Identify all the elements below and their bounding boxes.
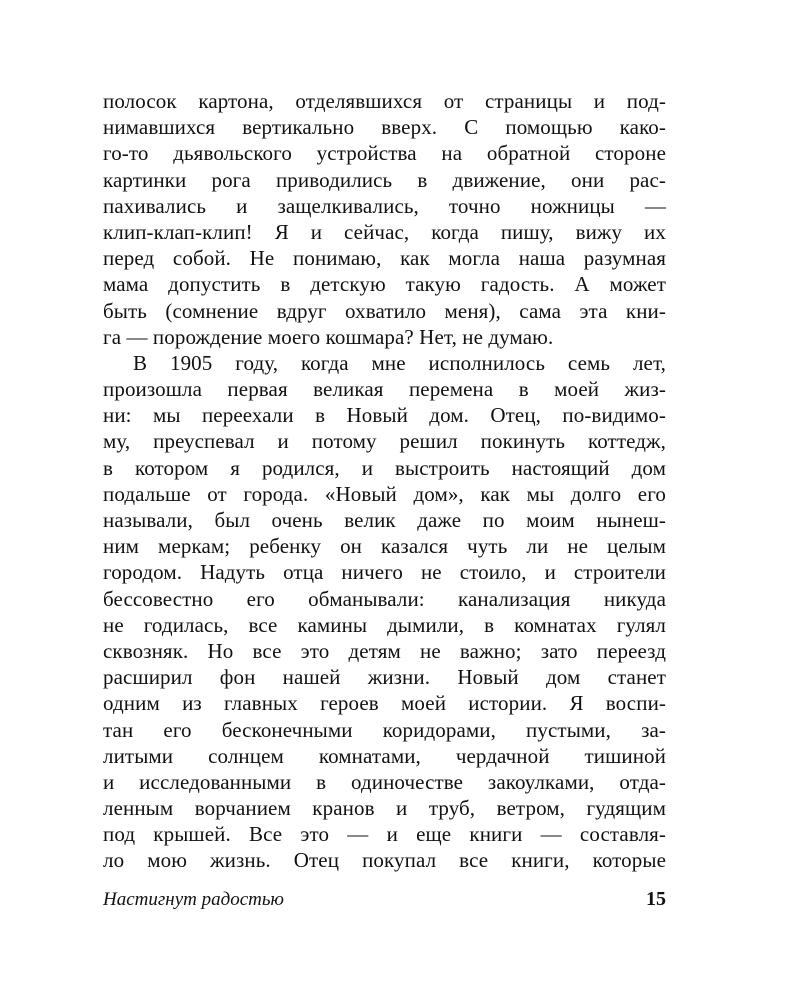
text-line: нимавшихся вертикально вверх. С помощью како- xyxy=(103,115,666,140)
text-line: городом. Надуть отца ничего не стоило, и строители xyxy=(103,560,666,585)
text-line: ленным ворчанием кранов и труб, ветром, гудящим xyxy=(103,796,666,821)
text-line: называли, был очень велик даже по моим нынеш- xyxy=(103,508,666,532)
running-footer xyxy=(103,888,666,914)
text-line: под крышей. Все это — и еще книги — составля- xyxy=(103,822,666,847)
text-line: го-то дьявольского устройства на обратной стороне xyxy=(103,141,666,166)
text-line: литыми солнцем комнатами, чердачной тишиной xyxy=(103,743,666,768)
paragraph-2 xyxy=(103,350,666,874)
text-line: картинки рога приводились в движение, они рас- xyxy=(103,167,666,192)
text-line: клип-клап-клип! Я и сейчас, когда пишу, вижу их xyxy=(103,219,666,244)
body-text xyxy=(103,88,666,874)
text-line: одним из главных героев моей истории. Я воспи- xyxy=(103,691,666,716)
page-number: 15 xyxy=(646,888,666,910)
text-line: бессовестно его обманывали: канализация никуда xyxy=(103,586,666,611)
text-line: пахивались и защелкивались, точно ножницы — xyxy=(103,193,666,218)
text-line: тан его бесконечными коридорами, пустыми, за- xyxy=(103,717,666,742)
text-line: и исследованными в одиночестве закоулками, отда- xyxy=(103,769,666,794)
text-line: быть (сомнение вдруг охватило меня), сама эта кни- xyxy=(103,298,666,323)
text-line: ло мою жизнь. Отец покупал все книги, которые xyxy=(103,848,666,873)
text-line: ним меркам; ребенку он казался чуть ли не целым xyxy=(103,534,666,559)
text-line: в котором я родился, и выстроить настоящий дом xyxy=(103,455,666,480)
text-line: В 1905 году, когда мне исполнилось семь лет, xyxy=(133,350,666,375)
text-line: перед собой. Не понимаю, как могла наша разумная xyxy=(103,246,666,271)
text-line: сквозняк. Но все это детям не важно; зато переезд xyxy=(103,638,666,663)
text-line: полосок картона, отделявшихся от страницы и под- xyxy=(103,89,666,113)
text-line: не годилась, все камины дымили, в комнатах гулял xyxy=(103,612,666,637)
book-title: Настигнут радостью xyxy=(103,889,284,910)
text-line: ни: мы переехали в Новый дом. Отец, по-видимо- xyxy=(103,403,666,428)
text-line: му, преуспевал и потому решил покинуть коттедж, xyxy=(103,429,666,454)
text-line: расширил фон нашей жизни. Новый дом станет xyxy=(103,665,666,690)
text-line: мама допустить в детскую такую гадость. А может xyxy=(103,272,666,297)
text-line: подальше от города. «Новый дом», как мы долго его xyxy=(103,481,666,506)
paragraph-1 xyxy=(103,88,666,350)
text-line: га — порождение моего кошмара? Нет, не думаю. xyxy=(103,324,554,349)
text-line: произошла первая великая перемена в моей жиз- xyxy=(103,377,666,402)
